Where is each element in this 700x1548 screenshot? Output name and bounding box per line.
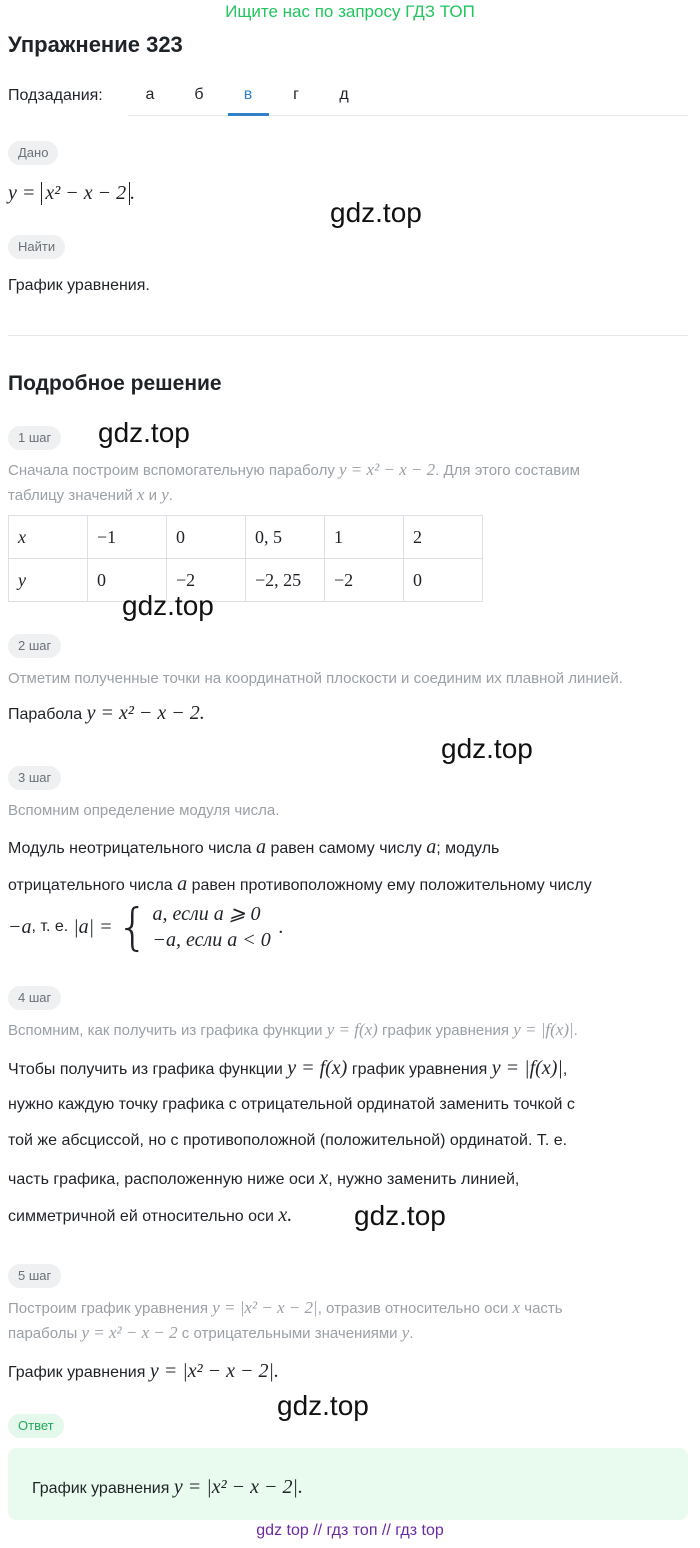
step2-gray: Отметим полученные точки на координатной плоскости и соединим их плавной линией. [8, 670, 623, 687]
step3-case1: a, если a ⩾ 0 [152, 903, 261, 925]
answer-end: . [297, 1476, 303, 1498]
step4-l5-var: x [278, 1204, 288, 1226]
subtask-tab-g[interactable]: г [293, 86, 299, 103]
step5-g2-end: . [409, 1325, 414, 1342]
step5-gray2 [8, 1323, 413, 1343]
given-formula-lhs: y = [8, 181, 36, 204]
step4-line3: той же абсциссой, но с противоположной (положительной) ординатой. Т. е. [8, 1132, 568, 1149]
step5-text [8, 1360, 279, 1383]
step2-text [8, 702, 205, 725]
step1-line2-end: . [168, 487, 173, 504]
step4-l1-m2: y = |f(x)| [491, 1057, 563, 1079]
step4-gray-a: Вспомним, как получить из графика функции [8, 1022, 323, 1039]
step4-gray-m1: y = f(x) [326, 1020, 378, 1039]
step2-end: . [199, 702, 205, 724]
step3-l2-b: равен противоположному ему положительному числу [191, 877, 592, 894]
step4-gray-b: график уравнения [382, 1022, 510, 1039]
step4-gray-m2: y = |f(x)| [513, 1020, 574, 1039]
step1-line2-x: x [136, 485, 145, 504]
step1-line1-text-end: . Для этого составим [435, 462, 580, 479]
step5-g1-b: , отразив относительно оси [317, 1300, 509, 1317]
answer-text-a: График уравнения [32, 1480, 170, 1497]
step1-line1-text: Сначала построим вспомогательную параболу [8, 462, 335, 479]
subtask-tab-a[interactable]: а [145, 86, 155, 103]
step4-l4-b: , нужно заменить линией, [328, 1171, 520, 1188]
step1-badge: 1 шаг [8, 426, 61, 450]
answer-math: y = |x² − x − 2| [173, 1476, 298, 1498]
step4-l1-end: , [562, 1061, 568, 1078]
answer-text [32, 1476, 303, 1499]
given-badge: Дано [8, 141, 58, 165]
answer-box [8, 1448, 688, 1520]
step1-line2-text: таблицу значений [8, 487, 133, 504]
section-divider [8, 335, 688, 336]
step5-t-a: График уравнения [8, 1364, 146, 1381]
watermark: gdz.top [330, 197, 422, 228]
watermark: gdz.top [98, 417, 190, 448]
table-row [9, 559, 483, 602]
step4-l1-a: Чтобы получить из графика функции [8, 1061, 283, 1078]
step5-t-m: y = |x² − x − 2| [149, 1360, 274, 1382]
step4-l5-end: . [287, 1204, 293, 1226]
step5-g1-m: y = |x² − x − 2| [212, 1298, 318, 1317]
step5-g2-a: параболы [8, 1325, 78, 1342]
given-formula-end: . [130, 181, 136, 204]
table-cell: −2, 25 [246, 559, 325, 602]
step3-l2-a: отрицательного числа [8, 877, 173, 894]
step4-l5-a: симметричной ей относительно оси [8, 1208, 274, 1225]
step4-line5 [8, 1204, 292, 1227]
table-cell: −1 [88, 516, 167, 559]
step3-l1-c: ; модуль [436, 840, 500, 857]
step1-line1 [8, 460, 580, 480]
values-table [8, 515, 483, 602]
step5-g2-var: y [401, 1323, 410, 1342]
step5-gray1 [8, 1298, 563, 1318]
step3-gray: Вспомним определение модуля числа. [8, 802, 280, 819]
search-hint-link[interactable]: Ищите нас по запросу ГДЗ ТОП [225, 2, 475, 21]
given-formula [8, 176, 135, 210]
step4-line2: нужно каждую точку графика с отрицательной ординатой заменить точкой с [8, 1096, 575, 1113]
table-cell: 0, 5 [246, 516, 325, 559]
step4-badge: 4 шаг [8, 986, 61, 1010]
answer-badge: Ответ [8, 1414, 64, 1438]
subtask-tab-d[interactable]: д [339, 86, 349, 103]
step5-g1-a: Построим график уравнения [8, 1300, 209, 1317]
left-brace-icon: { [116, 898, 149, 956]
step3-l1-b: равен самому числу [270, 840, 422, 857]
table-cell: x [9, 516, 88, 559]
step4-gray [8, 1020, 578, 1040]
table-cell: −2 [167, 559, 246, 602]
solution-title: Подробное решение [8, 372, 222, 395]
step4-l1-m1: y = f(x) [287, 1057, 348, 1079]
step1-line2-y: y [161, 485, 169, 504]
watermark: gdz.top [122, 590, 214, 621]
table-cell: y [9, 559, 88, 602]
step3-l1-var2: a [426, 836, 437, 858]
step3-line2 [8, 873, 592, 896]
find-text: График уравнения. [8, 277, 150, 294]
step5-t-end: . [273, 1360, 279, 1382]
step1-line2 [8, 485, 173, 505]
subtask-tab-b[interactable]: б [194, 86, 204, 103]
step2-math: y = x² − x − 2 [86, 702, 200, 724]
step4-line4 [8, 1167, 519, 1190]
table-cell: 0 [404, 559, 483, 602]
step4-l1-b: график уравнения [351, 1061, 488, 1078]
given-formula-abs: x² − x − 2 [41, 182, 130, 205]
exercise-title: Упражнение 323 [8, 32, 183, 57]
step5-badge: 5 шаг [8, 1264, 61, 1288]
step4-l4-a: часть графика, расположенную ниже оси [8, 1171, 315, 1188]
table-cell: 0 [88, 559, 167, 602]
step2-badge: 2 шаг [8, 634, 61, 658]
step1-line2-and: и [148, 487, 158, 504]
step5-g2-m: y = x² − x − 2 [81, 1323, 178, 1342]
step3-line3 [8, 898, 284, 956]
find-badge: Найти [8, 235, 65, 259]
step3-l1-var: a [256, 836, 267, 858]
step5-g2-b: с отрицательными значениями [181, 1325, 398, 1342]
table-cell: 2 [404, 516, 483, 559]
table-cell: 0 [167, 516, 246, 559]
step3-end: . [278, 915, 284, 938]
step1-line1-math: y = x² − x − 2 [339, 460, 436, 479]
step4-line1 [8, 1057, 567, 1080]
watermark: gdz.top [277, 1390, 369, 1421]
step3-neg-a: −a [8, 915, 32, 938]
step3-l1-a: Модуль неотрицательного числа [8, 840, 252, 857]
watermark: gdz.top [354, 1200, 446, 1231]
step4-gray-end: . [573, 1022, 578, 1039]
step3-abs: |a| = [73, 915, 113, 938]
watermark: gdz.top [441, 733, 533, 764]
subtask-tab-v[interactable]: в [243, 86, 253, 103]
step4-l4-var: x [319, 1167, 329, 1189]
step3-cases [153, 901, 271, 953]
step3-badge: 3 шаг [8, 766, 61, 790]
table-cell: 1 [325, 516, 404, 559]
step5-g1-c: часть [524, 1300, 563, 1317]
step3-te: , т. е. [31, 918, 69, 935]
subtasks-label: Подзадания: [8, 87, 103, 104]
step2-text-a: Парабола [8, 706, 83, 723]
active-tab-indicator [228, 113, 269, 116]
table-cell: −2 [325, 559, 404, 602]
step3-line1 [8, 836, 499, 859]
footer-links[interactable]: gdz top // гдз топ // гдз top [256, 1522, 444, 1539]
step3-l2-var: a [177, 873, 188, 895]
subtasks-divider [128, 115, 688, 116]
step5-g1-var: x [512, 1298, 521, 1317]
table-row [9, 516, 483, 559]
step3-case2: −a, если a < 0 [152, 929, 271, 951]
